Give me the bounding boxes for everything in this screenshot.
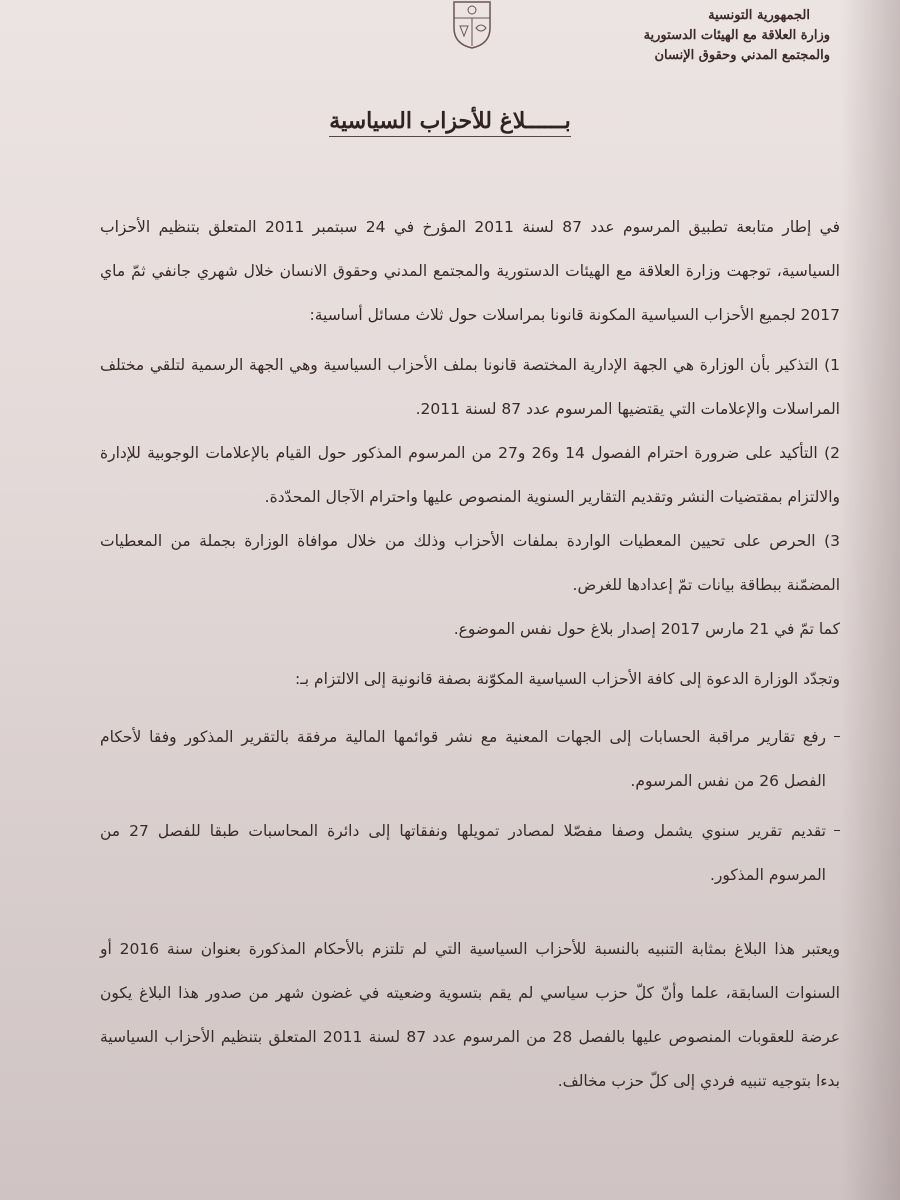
title-text: بــــــلاغ للأحزاب السياسية xyxy=(329,108,570,137)
list-item-text: التذكير بأن الوزارة هي الجهة الإدارية المختصة قانونا بملف الأحزاب السياسية وهي الجهة الرسمية لتلقي مختلف المراسلات والإعلامات التي يقتضيها المرسوم عدد 87 لسنة 2011. xyxy=(100,356,840,418)
intro-paragraph: في إطار متابعة تطبيق المرسوم عدد 87 لسنة 2011 المؤرخ في 24 سبتمبر 2011 المتعلق بتنظيم الأحزاب السياسية، توجهت وزارة العلاقة مع الهيئات الدستورية والمجتمع المدني وحقوق الانسان خلال شهري جانفي ثمّ ماي 2017 لجميع الأحزاب السياسية المكونة قانونا بمراسلات حول ثلاث مسائل أساسية: xyxy=(100,218,840,324)
march-note: كما تمّ في 21 مارس 2017 إصدار بلاغ حول نفس الموضوع. xyxy=(453,620,840,638)
letterhead xyxy=(570,6,830,66)
document-title xyxy=(0,108,900,134)
bullet-item: رفع تقارير مراقبة الحسابات إلى الجهات المعنية مع نشر قوائمها المالية مرفقة بالتقرير المذكور وفقا لأحكام الفصل 26 من نفس المرسوم. xyxy=(100,715,840,803)
list-item-number: 1) xyxy=(824,356,840,374)
list-item xyxy=(100,519,840,607)
republic-name: الجمهورية التونسية xyxy=(708,8,810,23)
closing-paragraph: ويعتبر هذا البلاغ بمثابة التنبيه بالنسبة للأحزاب السياسية التي لم تلتزم بالأحكام المذكورة بعنوان سنة 2016 أو السنوات السابقة، علما وأنّ كلّ حزب سياسي لم يقم بتسوية وضعيته في غضون شهر من صدور هذا البلاغ يكون عرضة للعقوبات المنصوص عليها بالفصل 28 من المرسوم عدد 87 لسنة 2011 المتعلق بتنظيم الأحزاب السياسية بدءا بتوجيه تنبيه فردي إلى كلّ حزب مخالف. xyxy=(100,940,841,1090)
page-shadow xyxy=(840,0,900,1200)
list-item-number: 2) xyxy=(824,444,840,462)
ministry-name-line1: وزارة العلاقة مع الهيئات الدستورية xyxy=(643,28,830,43)
call-paragraph: وتجدّد الوزارة الدعوة إلى كافة الأحزاب السياسية المكوّنة بصفة قانونية إلى الالتزام بـ: xyxy=(295,670,840,688)
list-item-text: الحرص على تحيين المعطيات الواردة بملفات الأحزاب وذلك من خلال موافاة الوزارة بجملة من المعطيات المضمّنة ببطاقة بيانات تمّ إعدادها للغرض. xyxy=(100,532,840,594)
list-item-number: 3) xyxy=(824,532,840,550)
ministry-name-line2: والمجتمع المدني وحقوق الإنسان xyxy=(654,48,830,63)
list-item xyxy=(100,431,840,519)
list-item-text: التأكيد على ضرورة احترام الفصول 14 و26 و27 من المرسوم المذكور حول القيام بالإعلامات الوجوبية للإدارة والالتزام بمقتضيات النشر وتقديم التقارير السنوية المنصوص عليها واحترام الآجال المحدّدة. xyxy=(100,444,840,506)
list-item xyxy=(100,343,840,431)
bullet-item: تقديم تقرير سنوي يشمل وصفا مفصّلا لمصادر تمويلها ونفقاتها إلى دائرة المحاسبات طبقا للفصل 27 من المرسوم المذكور. xyxy=(100,809,840,897)
coat-of-arms-emblem xyxy=(448,0,496,50)
document-body xyxy=(100,205,840,1103)
